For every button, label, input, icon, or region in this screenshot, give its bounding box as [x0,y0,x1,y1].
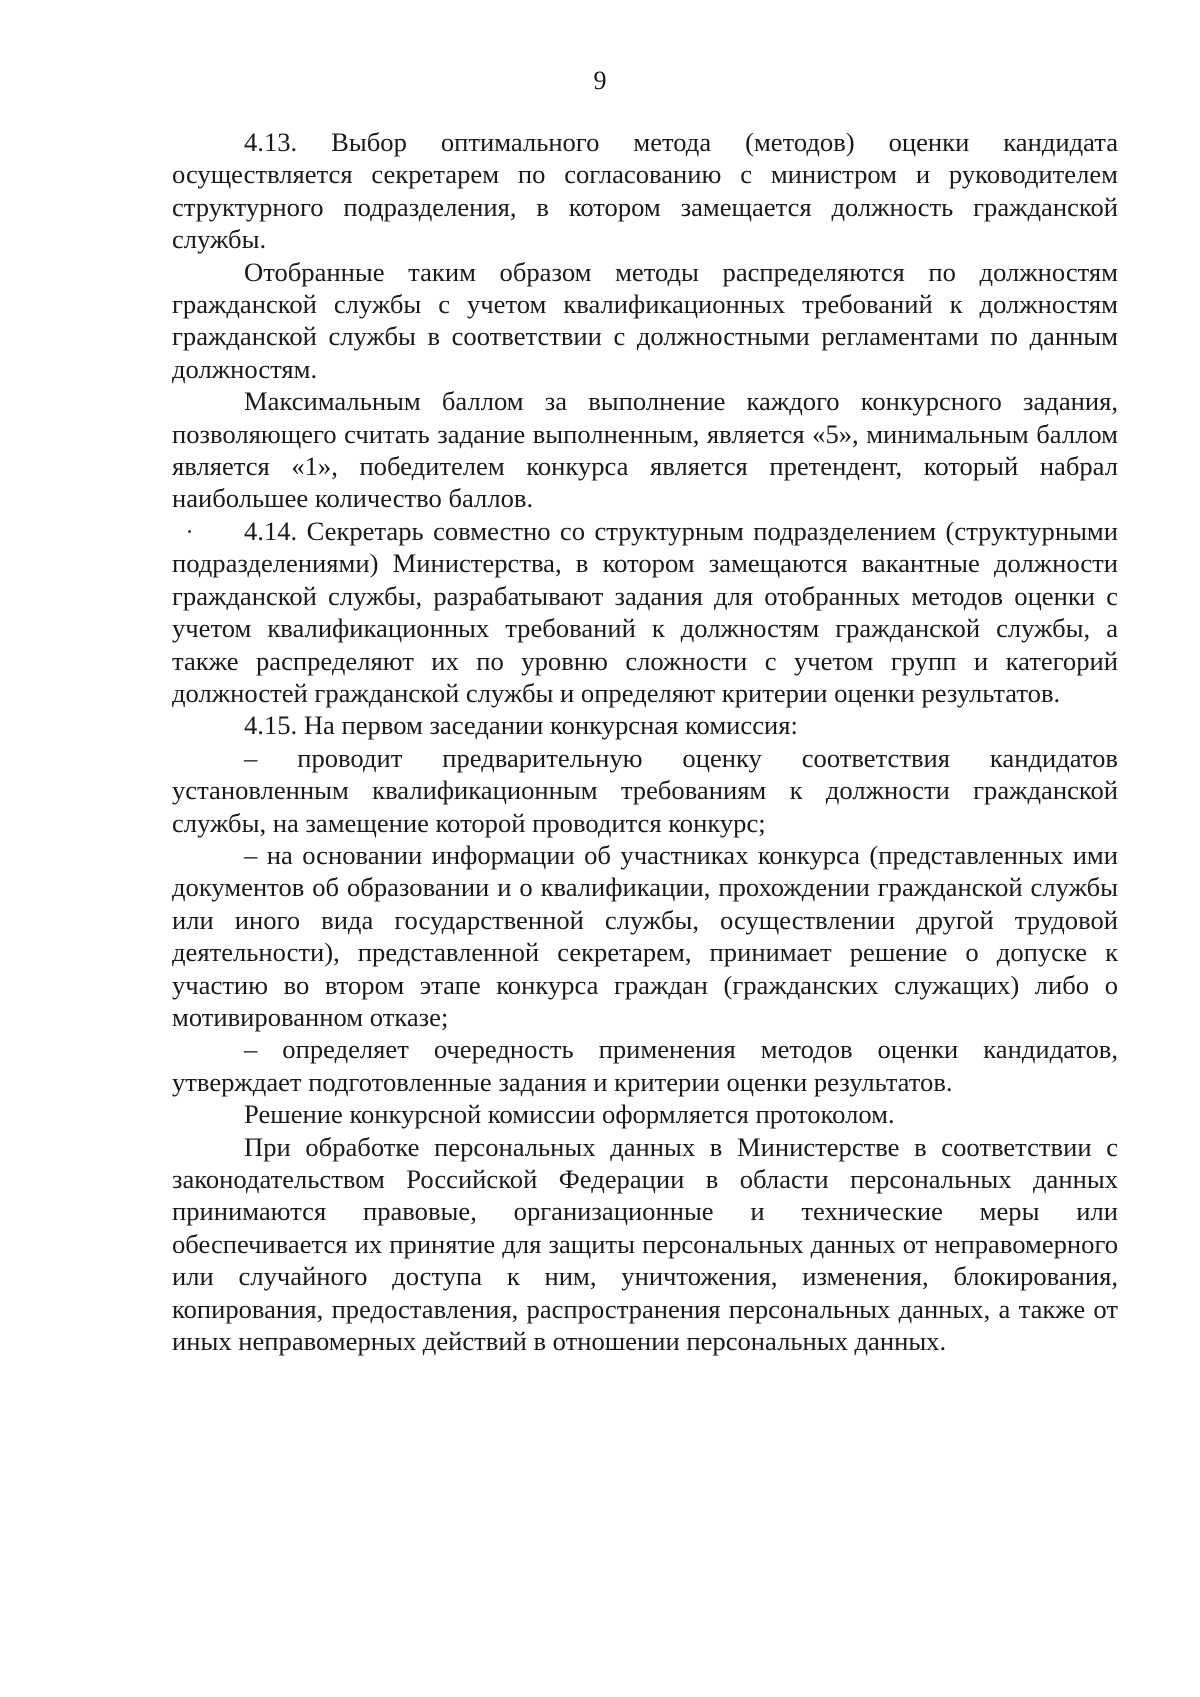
list-item-order-of-methods: – определяет очередность применения методов оценки кандидатов, утверждает подготовленные задания и критерии оценки результатов. [172,1034,1118,1097]
document-body [172,126,1118,1357]
paragraph-max-score: Максимальным баллом за выполнение каждого конкурсного задания, позволяющего считать задание выполненным, является «5», минимальным баллом является «1», победителем конкурса является претендент, который набрал наибольшее количество баллов. [172,386,1118,514]
paragraph-4-13: 4.13. Выбор оптимального метода (методов) оценки кандидата осуществляется секретарем по согласованию с министром и руководителем структурного подразделения, в котором замещается должность гражданской службы. [172,127,1118,255]
page-number: 9 [593,66,607,95]
paragraph-methods-distribution: Отобранные таким образом методы распределяются по должностям гражданской службы с учетом квалификационных требований к должностям гражданской службы в соответствии с должностными регламентами по данным должностям. [172,256,1118,384]
paragraph-4-14: 4.14. Секретарь совместно со структурным подразделением (структурными подразделениями) Министерства, в котором замещаются вакантные должности гражданской службы, разрабатывают задания для отобранных методов оценки с учетом квалификационных требований к должностям гражданской службы, а также распределяют их по уровню сложности с учетом групп и категорий должностей гражданской службы и определяют критерии оценки результатов. [172,515,1118,708]
list-item-admission-decision: – на основании информации об участниках конкурса (представленных ими документов об образовании и о квалификации, прохождении гражданской службы или иного вида государственной службы, осуществлении другой трудовой деятельности), представленной секретарем, принимает решение о допуске к участию во втором этапе конкурса граждан (гражданских служащих) либо о мотивированном отказе; [172,839,1118,1032]
paragraph-commission-decision: Решение конкурсной комиссии оформляется протоколом. [244,1099,895,1130]
paragraph-4-15: 4.15. На первом заседании конкурсная комиссия: [244,710,798,741]
paragraph-personal-data: При обработке персональных данных в Министерстве в соответствии с законодательством Российской Федерации в области персональных данных принимаются правовые, организационные и технические меры или обеспечивается их принятие для защиты персональных данных от неправомерного или случайного доступа к ним, уничтожения, изменения, блокирования, копирования, предоставления, распространения персональных данных, а также от иных неправомерных действий в отношении персональных данных. [172,1131,1118,1357]
list-item-preliminary-assessment: – проводит предварительную оценку соответствия кандидатов установленным квалификационным требованиям к должности гражданской службы, на замещение которой проводится конкурс; [172,742,1118,838]
